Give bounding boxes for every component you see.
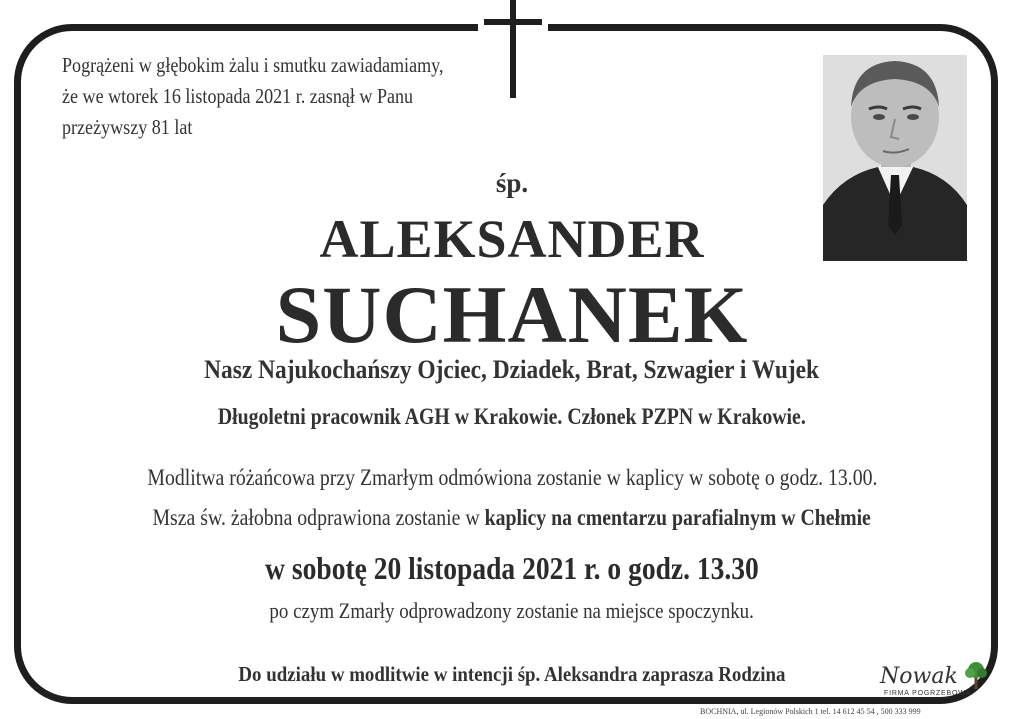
rosary-text: Modlitwa różańcowa przy Zmarłym odmówiona zostanie w kaplicy w sobotę o godz. 13.00. (146, 465, 878, 490)
closing-text: Do udziału w modlitwie w intencji śp. Aleksandra zaprasza Rodzina (238, 662, 786, 686)
mass-info (0, 505, 1024, 531)
intro-line-2: że we wtorek 16 listopada 2021 r. zasnął w Panu (62, 84, 414, 108)
deceased-prefix: śp. (495, 168, 529, 198)
funeral-home-subtitle: FIRMA POGRZEBOWA (884, 690, 971, 697)
work-info (0, 404, 1024, 430)
burial-text: po czym Zmarły odprowadzony zostanie na miejsce spoczynku. (269, 598, 755, 623)
relations-text: Nasz Najukochańszy Ojciec, Dziadek, Brat, Szwagier i Wujek (204, 355, 820, 384)
deceased-first-name: ALEKSANDER (319, 209, 705, 269)
mass-prefix: Msza św. żałobna odprawiona zostanie w (152, 505, 485, 530)
ceremony-date-text: w sobotę 20 listopada 2021 r. o godz. 13.30 (265, 550, 759, 586)
funeral-home-address: BOCHNIA, ul. Legionów Polskich 1 tel. 14 612 45 54 , 500 333 999 (700, 707, 921, 716)
mass-place: kaplicy na cmentarzu parafialnym w Chełmie (484, 505, 872, 530)
funeral-home-name: Nowak (880, 664, 958, 689)
intro-text (62, 50, 444, 143)
burial-info (0, 598, 1024, 624)
deceased-last-name: SUCHANEK (275, 269, 749, 360)
intro-line-3: przeżywszy 81 lat (62, 115, 193, 139)
tree-icon (964, 660, 988, 690)
funeral-home-logo (880, 660, 990, 700)
rosary-info (0, 465, 1024, 491)
closing-invitation (0, 662, 1024, 687)
intro-line-1: Pogrążeni w głębokim żalu i smutku zawiadamiamy, (62, 53, 444, 77)
family-relations (0, 355, 1024, 385)
work-text: Długoletni pracownik AGH w Krakowie. Członek PZPN w Krakowie. (218, 404, 806, 429)
ceremony-date (0, 550, 1024, 587)
